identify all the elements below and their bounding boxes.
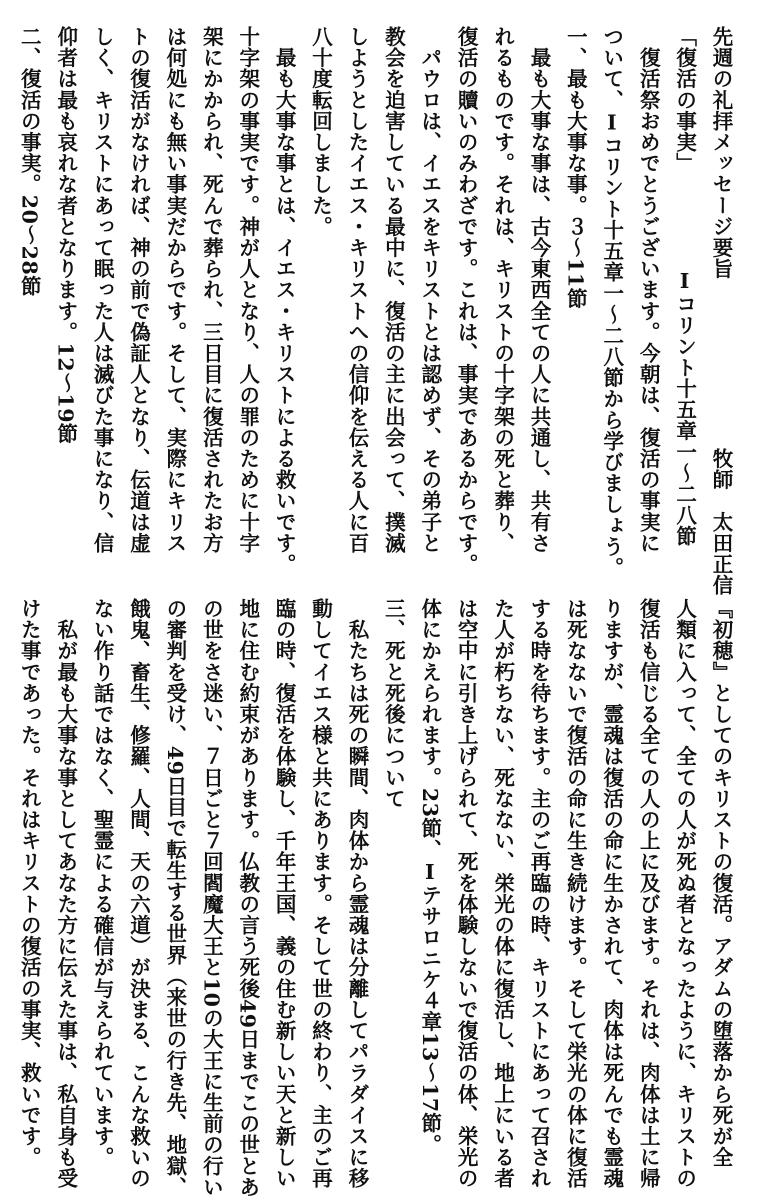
message-summary-lower [3,598,739,1197]
section-heading: 三、死と死後について [381,598,406,809]
sermon-title-line: 「復活の事実」 Ⅰコリント十五章一～二八節 [672,26,697,547]
text-column: パウロは、イエスをキリストとは認めず、その弟子と [417,26,442,554]
text-column: れるものです。それは、キリストの十字架の死と葬り、 [490,26,515,554]
heading-line: 先週の礼拝メッセージ要旨 牧師 太田正信 [709,26,733,596]
section-heading: 一、最も大事な事。３～11節 [563,26,588,309]
text-column: 地に住む約束があります。仏教の言う死後49日までこの世とあ [235,598,260,1197]
text-column: 最も大事な事とは、イエス・キリストによる救いです。 [272,26,297,575]
text-column: しく、キリストにあって眠った人は滅びた事になり、信 [90,26,115,554]
text-column: 復活の贖いのみわざです。これは、事実であるからです。 [454,26,479,575]
text-column: 餓鬼、畜生、修羅、人間、天の六道）が決まる、こんな救いの [126,598,151,1189]
text-column: 最も大事な事は、古今東西全ての人に共通し、共有さ [526,26,551,554]
text-column: りますが、霊魂は復活の命に生かされて、肉体は死んでも霊魂 [599,598,624,1189]
message-summary-upper [3,26,739,596]
text-column: 仰者は最も哀れな者となります。12～19節 [53,26,78,445]
text-column: た人が朽ちない、死なない、栄光の体に復活し、地上にいる者 [490,598,515,1189]
text-column: トの復活がなければ、神の前で偽証人となり、伝道は虚 [126,26,151,554]
text-column: 人類に入って、全ての人が死ぬ者となったように、キリストの [672,598,697,1189]
text-column: ついて、Ⅰコリント十五章一～二八節から学びましょう。 [599,26,624,579]
text-column: ない作り話ではなく、聖霊による確信が与えられています。 [90,598,115,1168]
text-column: は空中に引き上げられて、死を体験しないで復活の体、栄光の [454,598,479,1189]
text-column: 復活祭おめでとうございます。今朝は、復活の事実に [636,26,661,554]
text-column: 動してイエス様と共にあります。そして世の終わり、主のご再 [308,598,333,1189]
text-column: 架にかかられ、死んで葬られ、三日目に復活されたお方 [199,26,224,554]
text-column: は何処にも無い事実だからです。そして、実際にキリス [162,26,187,554]
text-column: の世をさ迷い、７日ごと７回閻魔大王と10の大王に生前の行い [199,598,224,1197]
text-column: 十字架の事実です。神が人となり、人の罪のために十字 [235,26,260,554]
text-column: する時を待ちます。主のご再臨の時、キリストにあって召され [526,598,551,1189]
text-column: けた事であった。それはキリストの復活の事実、救いです。 [17,598,42,1168]
text-column: 復活も信じる全ての人の上に及びます。それは、肉体は土に帰 [636,598,661,1189]
text-column: 体にかえられます。23節、Ⅰテサロニケ４章13～17節。 [417,598,442,1155]
text-column: 教会を迫害している最中に、復活の主に出会って、撲滅 [381,26,406,554]
section-heading: 二、復活の事実。20～28節 [17,26,42,297]
text-column: 臨の時、復活を体験し、千年王国、義の住む新しい天と新しい [272,598,297,1189]
text-column: 私が最も大事な事としてあなた方に伝えた事は、私自身も受 [53,598,78,1189]
text-column: しようとしたイエス・キリストへの信仰を伝える人に百 [344,26,369,554]
text-column: は死なないで復活の命に生き続けます。そして栄光の体に復活 [563,598,588,1189]
text-column: 『初穂』としてのキリストの復活。アダムの堕落から死が全 [709,598,733,1168]
text-column: 私たちは死の瞬間、肉体から霊魂は分離してパラダイスに移 [344,598,369,1189]
text-column: の審判を受け、49日目で転生する世界（来世の行き先、地獄、 [162,598,187,1197]
text-column: 八十度転回しました。 [308,26,333,237]
